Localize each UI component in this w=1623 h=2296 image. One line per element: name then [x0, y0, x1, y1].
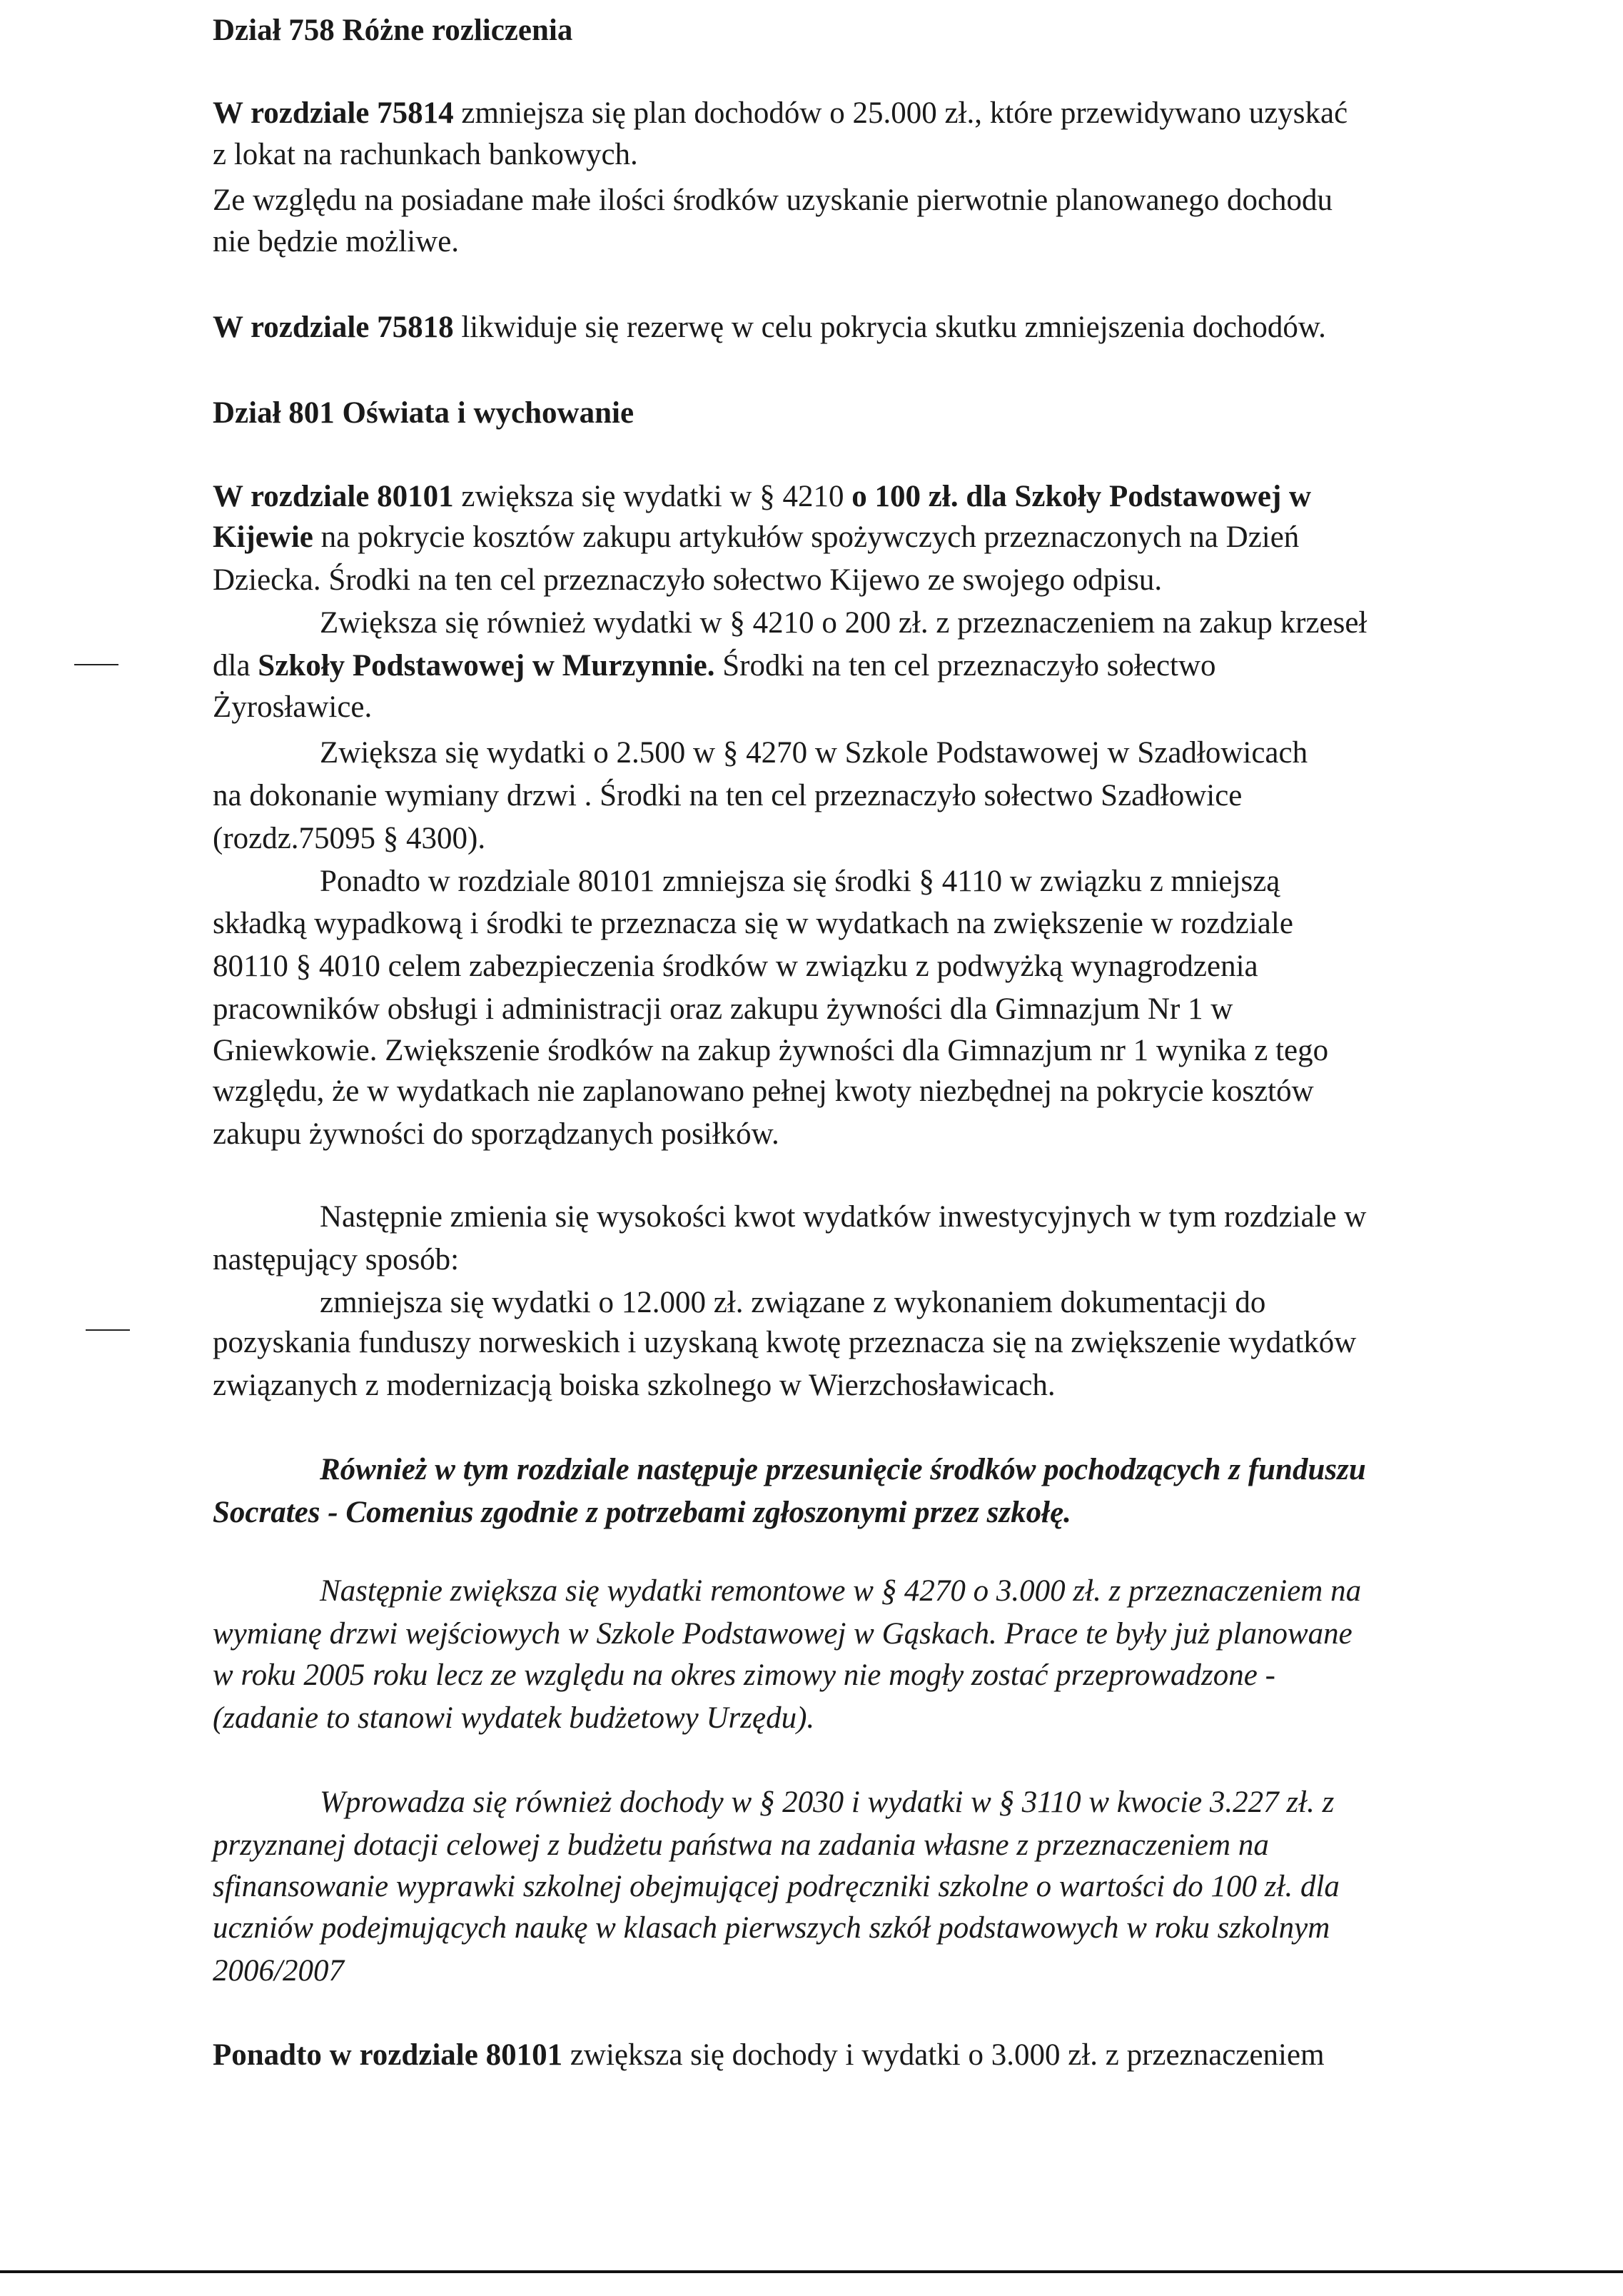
chapter-reference: W rozdziale 75818	[213, 311, 454, 344]
paragraph-line: Gniewkowie. Zwiększenie środków na zakup żywności dla Gimnazjum nr 1 wynika z tego	[213, 1034, 1329, 1067]
paragraph-text: na pokrycie kosztów zakupu artykułów spożywczych przeznaczonych na Dzień	[313, 520, 1300, 554]
paragraph-line	[213, 476, 1311, 518]
paragraph-line: wymianę drzwi wejściowych w Szkole Podstawowej w Gąskach. Prace te były już planowane	[213, 1617, 1352, 1651]
paragraph-line: 2006/2007	[213, 1954, 344, 1988]
paragraph-line: pracowników obsługi i administracji oraz zakupu żywności dla Gimnazjum Nr 1 w	[213, 992, 1233, 1026]
paragraph-line: związanych z modernizacją boiska szkolnego w Wierzchosławicach.	[213, 1369, 1056, 1402]
margin-mark	[74, 664, 118, 665]
paragraph-line: 80110 § 4010 celem zabezpieczenia środków w związku z podwyżką wynagrodzenia	[213, 950, 1258, 983]
paragraph-line: (zadanie to stanowi wydatek budżetowy Urzędu).	[213, 1701, 815, 1735]
paragraph-line	[213, 517, 1299, 558]
paragraph-line: Następnie zmienia się wysokości kwot wydatków inwestycyjnych w tym rozdziale w	[320, 1200, 1367, 1234]
paragraph-line: w roku 2005 roku lecz ze względu na okres zimowy nie mogły zostać przeprowadzone -	[213, 1658, 1275, 1692]
chapter-reference: W rozdziale 80101	[213, 480, 454, 513]
paragraph-line: nie będzie możliwe.	[213, 225, 460, 258]
paragraph-line: przyznanej dotacji celowej z budżetu państwa na zadania własne z przeznaczeniem na	[213, 1828, 1269, 1862]
paragraph-line: Dziecka. Środki na ten cel przeznaczyło sołectwo Kijewo ze swojego odpisu.	[213, 563, 1163, 597]
paragraph-line: Następnie zwiększa się wydatki remontowe w § 4270 o 3.000 zł. z przeznaczeniem na	[320, 1574, 1362, 1608]
paragraph-line: pozyskania funduszy norweskich i uzyskaną kwotę przeznacza się na zwiększenie wydatków	[213, 1326, 1357, 1359]
paragraph-line: Żyrosławice.	[213, 690, 373, 724]
chapter-reference: Ponadto w rozdziale 80101	[213, 2038, 563, 2072]
paragraph-line: Wprowadza się również dochody w § 2030 i wydatki w § 3110 w kwocie 3.227 zł. z	[320, 1786, 1335, 1819]
paragraph-line: uczniów podejmujących naukę w klasach pierwszych szkół podstawowych w roku szkolnym	[213, 1911, 1330, 1945]
paragraph-line	[213, 93, 1348, 134]
margin-mark	[86, 1329, 130, 1331]
paragraph-line: Ze względu na posiadane małe ilości środków uzyskanie pierwotnie planowanego dochodu	[213, 183, 1333, 217]
paragraph-line	[213, 645, 1216, 687]
section-heading-758: Dział 758 Różne rozliczenia	[213, 14, 573, 47]
paragraph-line: Socrates - Comenius zgodnie z potrzebami zgłoszonymi przez szkołę.	[213, 1496, 1071, 1529]
chapter-reference: W rozdziale 75814	[213, 96, 454, 130]
paragraph-text: dla	[213, 649, 258, 683]
paragraph-line: następujący sposób:	[213, 1243, 460, 1277]
paragraph-line: z lokat na rachunkach bankowych.	[213, 138, 638, 171]
page-bottom-rule	[0, 2270, 1623, 2273]
paragraph-line: zakupu żywności do sporządzanych posiłków.	[213, 1117, 779, 1151]
paragraph-line: Również w tym rozdziale następuje przesunięcie środków pochodzących z funduszu	[320, 1453, 1366, 1486]
paragraph-line: zmniejsza się wydatki o 12.000 zł. związane z wykonaniem dokumentacji do	[320, 1286, 1266, 1319]
paragraph-line: (rozdz.75095 § 4300).	[213, 822, 486, 855]
paragraph-line	[213, 307, 1326, 348]
paragraph-text: likwiduje się rezerwę w celu pokrycia skutku zmniejszenia dochodów.	[453, 311, 1326, 344]
paragraph-line: Zwiększa się również wydatki w § 4210 o 200 zł. z przeznaczeniem na zakup krzeseł	[320, 606, 1367, 640]
paragraph-line	[213, 2035, 1325, 2076]
paragraph-line: składką wypadkową i środki te przeznacza się w wydatkach na zwiększenie w rozdziale	[213, 907, 1293, 940]
paragraph-line: Ponadto w rozdziale 80101 zmniejsza się środki § 4110 w związku z mniejszą	[320, 865, 1280, 898]
paragraph-line: względu, że w wydatkach nie zaplanowano pełnej kwoty niezbędnej na pokrycie kosztów	[213, 1074, 1314, 1108]
paragraph-line: na dokonanie wymiany drzwi . Środki na ten cel przeznaczyło sołectwo Szadłowice	[213, 779, 1243, 812]
paragraph-text: zwiększa się dochody i wydatki o 3.000 zł. z przeznaczeniem	[562, 2038, 1325, 2072]
section-heading-801: Dział 801 Oświata i wychowanie	[213, 396, 634, 430]
paragraph-text: Środki na ten cel przeznaczyło sołectwo	[714, 649, 1216, 683]
paragraph-line: Zwiększa się wydatki o 2.500 w § 4270 w Szkole Podstawowej w Szadłowicach	[320, 736, 1308, 770]
emphasis-text: o 100 zł. dla Szkoły Podstawowej w	[851, 480, 1312, 513]
paragraph-text: zwiększa się wydatki w § 4210	[453, 480, 852, 513]
paragraph-text: zmniejsza się plan dochodów o 25.000 zł., które przewidywano uzyskać	[453, 96, 1348, 130]
paragraph-line: sfinansowanie wyprawki szkolnej obejmującej podręczniki szkolne o wartości do 100 zł. dla	[213, 1870, 1340, 1903]
emphasis-text: Kijewie	[213, 520, 313, 554]
emphasis-text: Szkoły Podstawowej w Murzynnie.	[258, 649, 715, 683]
